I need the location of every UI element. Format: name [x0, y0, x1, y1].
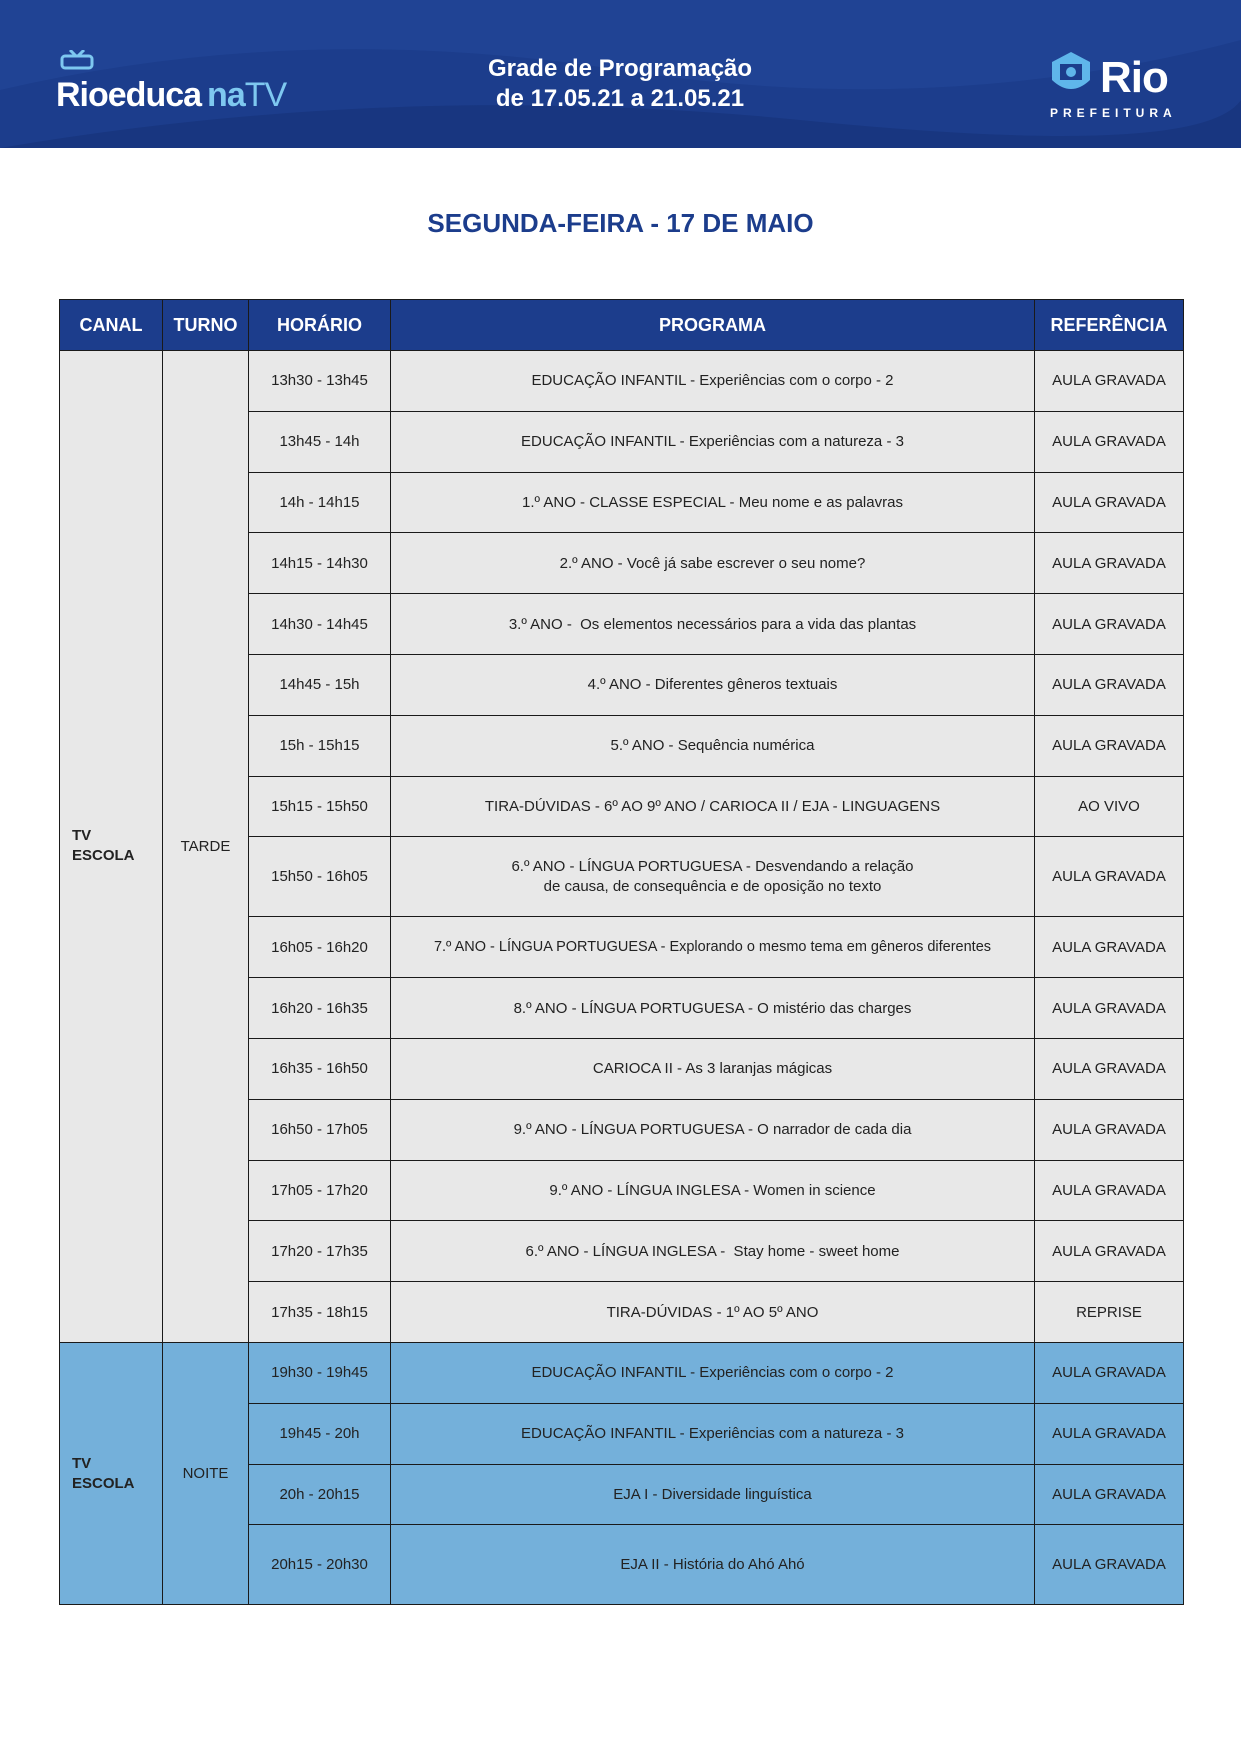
- day-title: SEGUNDA-FEIRA - 17 DE MAIO: [427, 208, 814, 238]
- horario-cell: 14h - 14h15: [249, 472, 391, 533]
- referencia-cell: AULA GRAVADA: [1035, 917, 1184, 978]
- horario-cell: 17h05 - 17h20: [249, 1160, 391, 1221]
- canal-cell-noite: [60, 1342, 163, 1604]
- horario-cell: 20h15 - 20h30: [249, 1525, 391, 1605]
- programa-line2: de causa, de consequência e de oposição no texto: [543, 877, 882, 895]
- column-header-canal: CANAL: [60, 300, 163, 351]
- programa-cell: 3.º ANO - Os elementos necessários para a vida das plantas: [391, 594, 1035, 655]
- brand-rioeduca: Rioeduca: [56, 76, 202, 114]
- referencia-cell: AULA GRAVADA: [1035, 1403, 1184, 1464]
- table-row: [60, 1342, 1184, 1403]
- programa-cell: EDUCAÇÃO INFANTIL - Experiências com a natureza - 3: [391, 411, 1035, 472]
- canal-cell-tarde: [60, 351, 163, 1343]
- horario-cell: 16h35 - 16h50: [249, 1038, 391, 1099]
- horario-cell: 13h30 - 13h45: [249, 351, 391, 412]
- programa-cell: EDUCAÇÃO INFANTIL - Experiências com a natureza - 3: [391, 1403, 1035, 1464]
- programa-cell: 8.º ANO - LÍNGUA PORTUGUESA - O mistério das charges: [391, 978, 1035, 1039]
- programa-cell: CARIOCA II - As 3 laranjas mágicas: [391, 1038, 1035, 1099]
- horario-cell: 13h45 - 14h: [249, 411, 391, 472]
- programa-cell: EDUCAÇÃO INFANTIL - Experiências com o corpo - 2: [391, 1342, 1035, 1403]
- brand-na: na: [207, 76, 245, 114]
- referencia-cell: AULA GRAVADA: [1035, 1525, 1184, 1605]
- referencia-cell: AULA GRAVADA: [1035, 1221, 1184, 1282]
- table-row: [60, 351, 1184, 412]
- programa-cell: [391, 837, 1035, 917]
- referencia-cell: AULA GRAVADA: [1035, 411, 1184, 472]
- rioeduca-logo: [56, 52, 286, 112]
- referencia-cell: AULA GRAVADA: [1035, 654, 1184, 715]
- programa-cell: 5.º ANO - Sequência numérica: [391, 715, 1035, 776]
- horario-cell: 14h15 - 14h30: [249, 533, 391, 594]
- table-header-row: [60, 300, 1184, 351]
- programa-cell: EJA I - Diversidade linguística: [391, 1464, 1035, 1525]
- horario-cell: 17h35 - 18h15: [249, 1282, 391, 1343]
- column-header-horario: HORÁRIO: [249, 300, 391, 351]
- referencia-cell: AULA GRAVADA: [1035, 1038, 1184, 1099]
- programa-cell: 7.º ANO - LÍNGUA PORTUGUESA - Explorando o mesmo tema em gêneros diferentes: [391, 917, 1035, 978]
- referencia-cell: AULA GRAVADA: [1035, 472, 1184, 533]
- referencia-cell: AULA GRAVADA: [1035, 1464, 1184, 1525]
- horario-cell: 14h45 - 15h: [249, 654, 391, 715]
- horario-cell: 19h30 - 19h45: [249, 1342, 391, 1403]
- programa-cell: 6.º ANO - LÍNGUA INGLESA - Stay home - sweet home: [391, 1221, 1035, 1282]
- horario-cell: 16h20 - 16h35: [249, 978, 391, 1039]
- column-header-programa: PROGRAMA: [391, 300, 1035, 351]
- referencia-cell: AULA GRAVADA: [1035, 1160, 1184, 1221]
- programa-cell: 2.º ANO - Você já sabe escrever o seu nome?: [391, 533, 1035, 594]
- programa-cell: EDUCAÇÃO INFANTIL - Experiências com o corpo - 2: [391, 351, 1035, 412]
- referencia-cell: AO VIVO: [1035, 776, 1184, 837]
- page-header: [0, 0, 1241, 148]
- programa-cell: 9.º ANO - LÍNGUA INGLESA - Women in science: [391, 1160, 1035, 1221]
- referencia-cell: AULA GRAVADA: [1035, 978, 1184, 1039]
- rio-crest-icon: [1046, 48, 1096, 98]
- schedule-table: [59, 299, 1184, 1605]
- turno-cell-noite: NOITE: [163, 1342, 249, 1604]
- referencia-cell: AULA GRAVADA: [1035, 1099, 1184, 1160]
- referencia-cell: REPRISE: [1035, 1282, 1184, 1343]
- schedule-title: [420, 54, 820, 114]
- horario-cell: 16h50 - 17h05: [249, 1099, 391, 1160]
- referencia-cell: AULA GRAVADA: [1035, 837, 1184, 917]
- referencia-cell: AULA GRAVADA: [1035, 594, 1184, 655]
- tv-antenna-icon: [60, 50, 100, 70]
- referencia-cell: AULA GRAVADA: [1035, 715, 1184, 776]
- column-header-referencia: REFERÊNCIA: [1035, 300, 1184, 351]
- horario-cell: 15h - 15h15: [249, 715, 391, 776]
- brand-tv: TV: [244, 76, 287, 114]
- programa-cell: 9.º ANO - LÍNGUA PORTUGUESA - O narrador de cada dia: [391, 1099, 1035, 1160]
- programa-line1: 6.º ANO - LÍNGUA PORTUGUESA - Desvendando a relação: [511, 857, 914, 875]
- turno-cell-tarde: TARDE: [163, 351, 249, 1343]
- programa-cell: TIRA-DÚVIDAS - 1º AO 5º ANO: [391, 1282, 1035, 1343]
- referencia-cell: AULA GRAVADA: [1035, 351, 1184, 412]
- schedule-date-range: de 17.05.21 a 21.05.21: [495, 85, 745, 112]
- canal-label-line1: TV: [72, 827, 92, 845]
- rio-wordmark: Rio: [1100, 53, 1168, 102]
- horario-cell: 17h20 - 17h35: [249, 1221, 391, 1282]
- programa-cell: TIRA-DÚVIDAS - 6º AO 9º ANO / CARIOCA II / EJA - LINGUAGENS: [391, 776, 1035, 837]
- schedule-title-line1: Grade de Programação: [487, 55, 753, 82]
- horario-cell: 15h15 - 15h50: [249, 776, 391, 837]
- horario-cell: 15h50 - 16h05: [249, 837, 391, 917]
- column-header-turno: TURNO: [163, 300, 249, 351]
- horario-cell: 14h30 - 14h45: [249, 594, 391, 655]
- referencia-cell: AULA GRAVADA: [1035, 533, 1184, 594]
- programa-cell: EJA II - História do Ahó Ahó: [391, 1525, 1035, 1605]
- canal-label-line2: ESCOLA: [72, 847, 135, 865]
- canal-label-line1: TV: [72, 1454, 92, 1472]
- programa-cell: 4.º ANO - Diferentes gêneros textuais: [391, 654, 1035, 715]
- prefeitura-wordmark: PREFEITURA: [1050, 106, 1177, 120]
- referencia-cell: AULA GRAVADA: [1035, 1342, 1184, 1403]
- canal-label-line2: ESCOLA: [72, 1474, 135, 1492]
- horario-cell: 16h05 - 16h20: [249, 917, 391, 978]
- horario-cell: 19h45 - 20h: [249, 1403, 391, 1464]
- programa-cell: 1.º ANO - CLASSE ESPECIAL - Meu nome e as palavras: [391, 472, 1035, 533]
- horario-cell: 20h - 20h15: [249, 1464, 391, 1525]
